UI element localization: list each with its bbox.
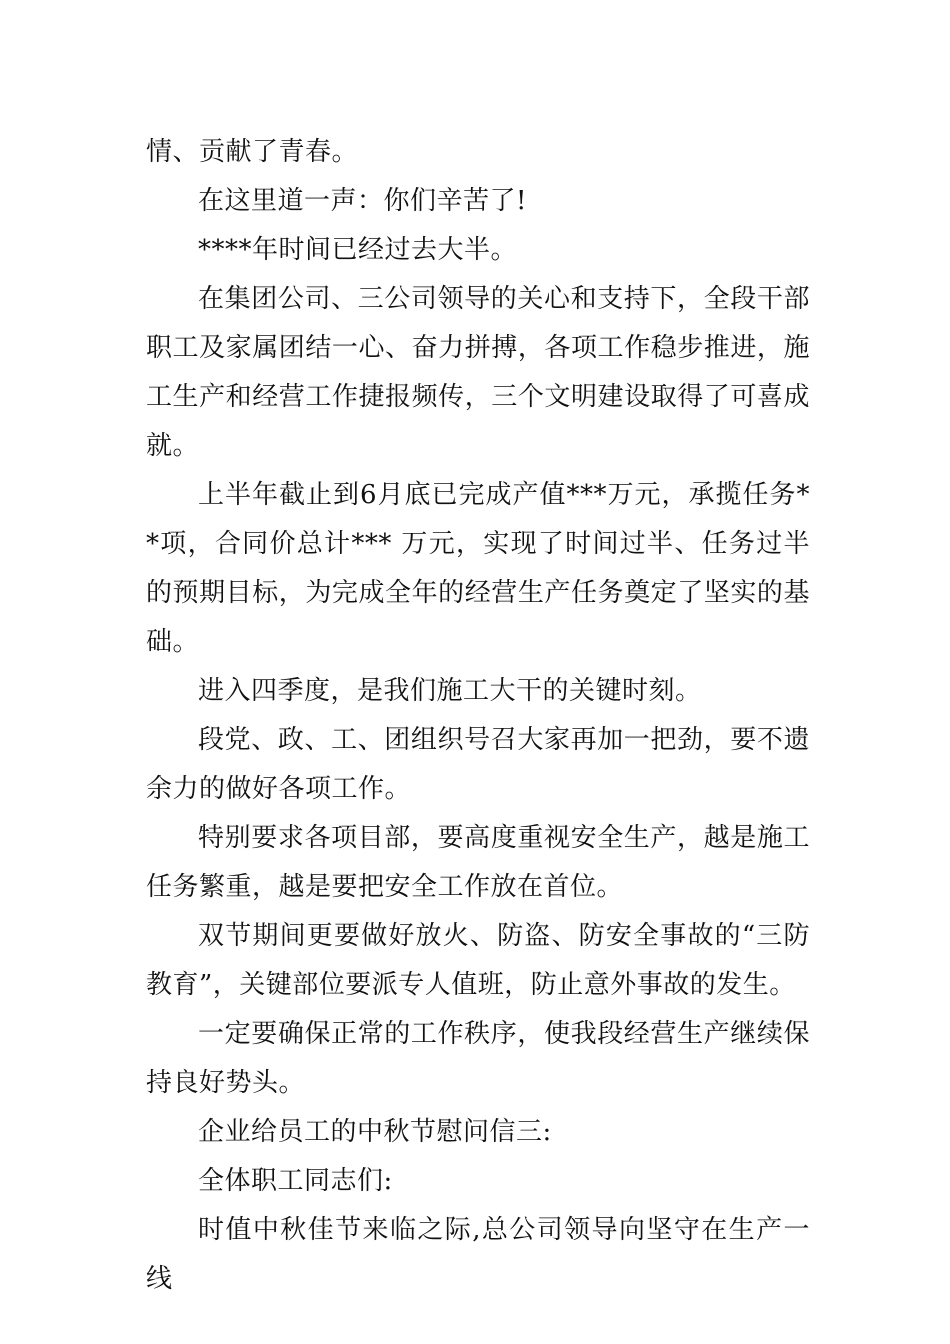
paragraph-1: 情、贡献了青春。 [146, 137, 359, 167]
document-body [146, 128, 810, 1304]
paragraph-13: 时值中秋佳节来临之际,总公司领导向坚守在生产一线 [146, 1215, 810, 1294]
letter-salutation: 全体职工同志们: [198, 1166, 393, 1196]
paragraph-4: 在集团公司、三公司领导的关心和支持下，全段干部职工及家属团结一心、奋力拼搏，各项工作稳步推进，施工生产和经营工作捷报频传，三个文明建设取得了可喜成就。 [146, 284, 810, 461]
paragraph-3: ****年时间已经过去大半。 [198, 235, 518, 265]
paragraph-5: 上半年截止到6月底已完成产值***万元，承揽任务**项，合同价总计*** 万元，实现了时间过半、任务过半的预期目标，为完成全年的经营生产任务奠定了坚实的基础。 [146, 480, 810, 657]
paragraph-8: 特别要求各项目部，要高度重视安全生产，越是施工任务繁重，越是要把安全工作放在首位。 [146, 823, 810, 902]
paragraph-10: 一定要确保正常的工作秩序，使我段经营生产继续保持良好势头。 [146, 1019, 810, 1098]
paragraph-2: 在这里道一声：你们辛苦了! [198, 186, 527, 216]
section-heading: 企业给员工的中秋节慰问信三: [198, 1117, 552, 1147]
paragraph-6: 进入四季度，是我们施工大干的关键时刻。 [198, 676, 702, 706]
paragraph-7: 段党、政、工、团组织号召大家再加一把劲，要不遗余力的做好各项工作。 [146, 725, 810, 804]
paragraph-9: 双节期间更要做好放火、防盗、防安全事故的“三防教育”，关键部位要派专人值班，防止意外事故的发生。 [146, 921, 810, 1000]
